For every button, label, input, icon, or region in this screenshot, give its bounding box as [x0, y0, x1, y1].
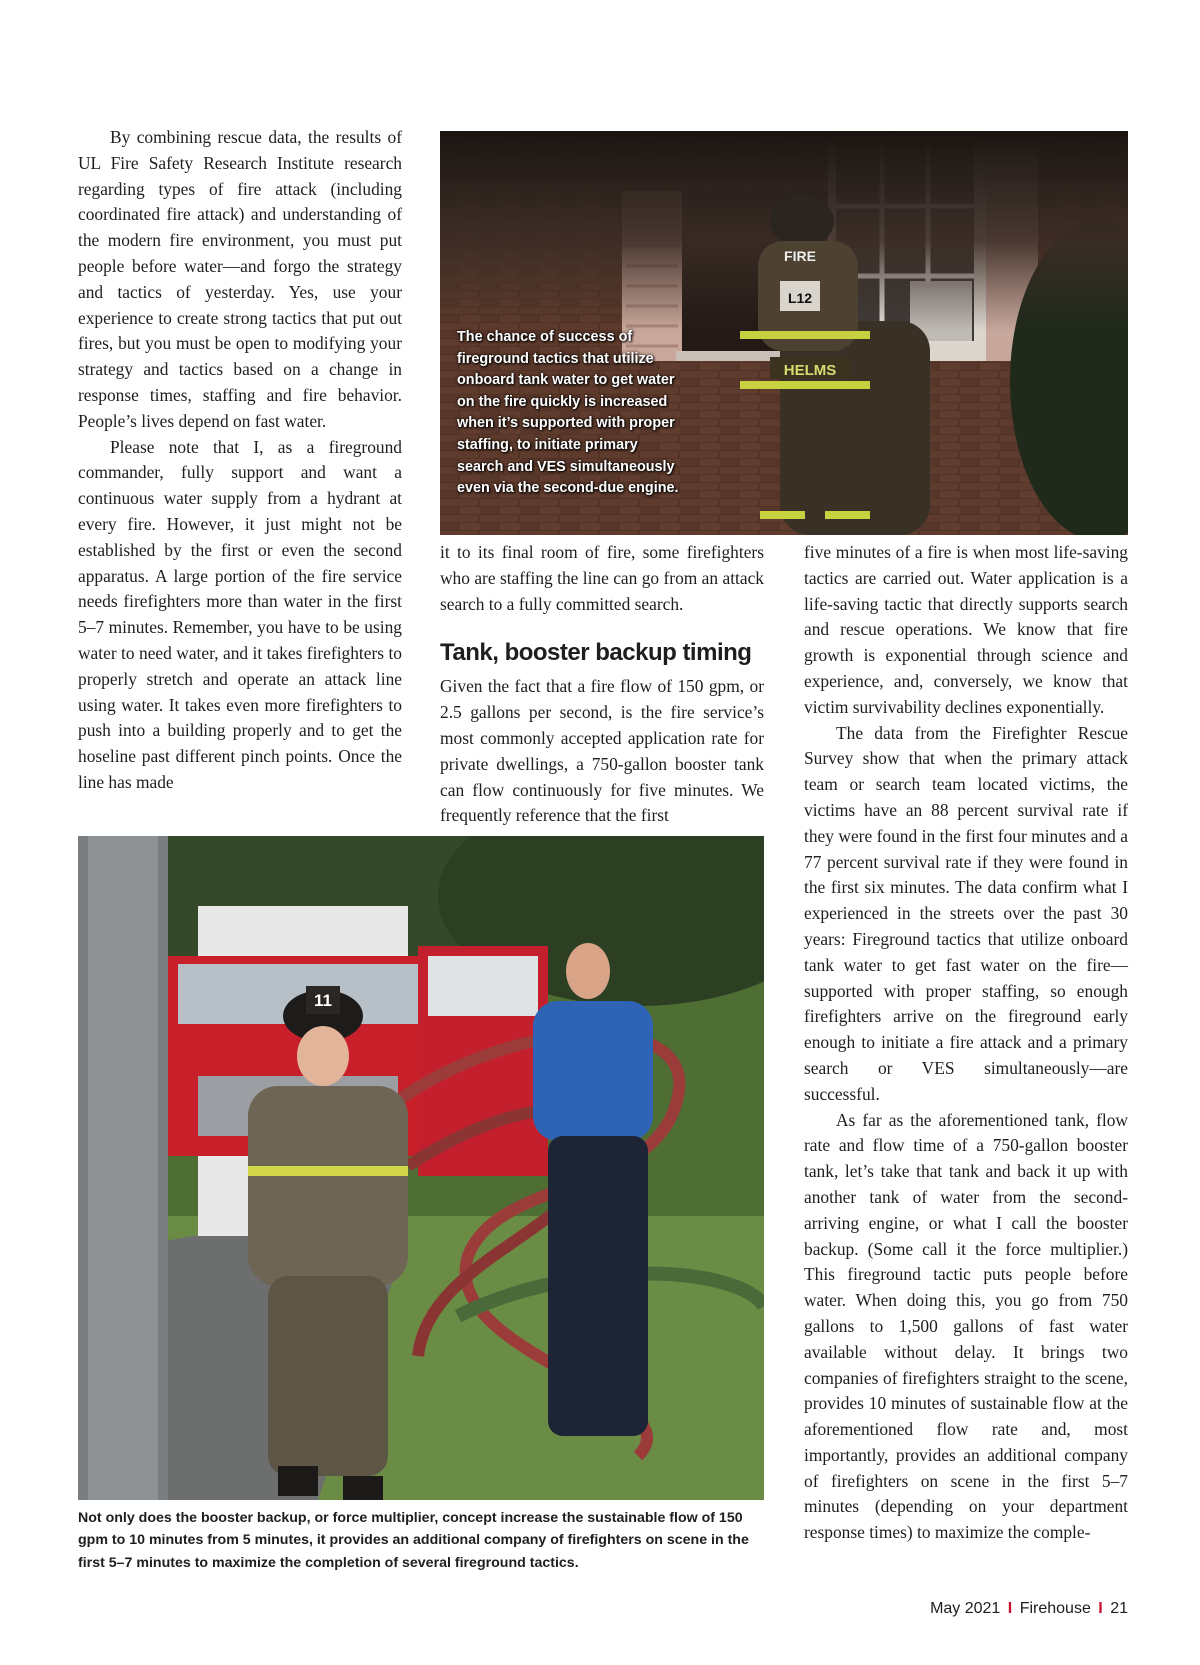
footer-separator: I [1007, 1600, 1013, 1617]
photo-caption-bottom: Not only does the booster backup, or force multiplier, concept increase the sustainable flow of 150 gpm to 10 minutes from 5 minutes, it provides an additional company of firefighters on scene in the first 5–7 minutes to maximize the completion of several fireground tactics. [78, 1510, 749, 1571]
body-paragraph: five minutes of a fire is when most life-saving tactics are carried out. Water application is a life-saving tactic that directly supports search and rescue operations. We know that fire growth is exponential through science and experience, and, conversely, we know that victim survivability declines exponentially. [804, 542, 1128, 717]
footer-separator: I [1098, 1600, 1103, 1617]
body-paragraph: The data from the Firefighter Rescue Survey show that when the primary attack team or search team located victims, the victims have an 88 percent survival rate if they were found in the first four minutes and a 77 percent survival rate if they were found in the first six minutes. The data confirm what I experienced in the streets over the past 30 years: Fireground tactics that utilize onboard tank water to get fast water on the fire—supported with proper staffing, so enough firefighters arrive on the fireground early enough to initiate a fire attack and a primary search or VES simultaneously—are successful. [804, 722, 1128, 1104]
pack-label: L12 [787, 290, 813, 306]
photo-caption-top: The chance of success of fireground tactics that utilize onboard tank water to get water on the fire quickly is increased when it’s supported with proper staffing, to initiate primary search and VES simultaneously even via the second-due engine. [457, 329, 679, 497]
helmet-number: 11 [314, 991, 332, 1010]
section-subhead: Tank, booster backup timing [440, 639, 752, 667]
body-paragraph: As far as the aforementioned tank, flow rate and flow time of a 750-gallon booster tank, let’s take that tank and back it up with another tank of water from the second-arriving engine, or what I call the booster backup. (Some call it the force multiplier.) This fireground tactic puts people before water. When doing this, you go from 750 gallons to 1,500 gallons of fast water available without delay. It brings two companies of firefighters straight to the scene, provides 10 minutes of sustainable flow at the aforementioned flow rate and, most importantly, provides an additional company of firefighters on scene in the first 5–7 minutes (depending on your department response times) to maximize the comple- [804, 1109, 1128, 1543]
article-column-1 [78, 125, 402, 796]
photo-firefighters-with-hose [78, 836, 764, 1500]
issue-date: May 2021 [930, 1600, 1001, 1617]
body-paragraph: Please note that I, as a fireground commander, fully support and want a continuous water supply from a hydrant at every fire. However, it just might not be established by the first or even the second apparatus. A large portion of the fire service needs firefighters more than water in the first 5–7 minutes. Remember, you have to be using water to need water, and it takes firefighters to properly stretch and operate an attack line using water. It takes even more firefighters to push into a building properly and to get the hoseline past different pinch points. Once the line has made [78, 436, 402, 792]
article-column-2 [440, 540, 764, 829]
body-paragraph: Given the fact that a fire flow of 150 gpm, or 2.5 gallons per second, is the fire service’s most commonly accepted application rate for private dwellings, a 750-gallon booster tank can flow continuously for five minutes. We frequently reference that the first [440, 676, 764, 826]
article-column-3 [804, 540, 1128, 1546]
page-footer [930, 1600, 1128, 1618]
coat-name: HELMS [783, 362, 837, 379]
publication-name: Firehouse [1019, 1600, 1091, 1617]
helmet-text: FIRE [784, 248, 816, 264]
body-paragraph: it to its final room of fire, some firefighters who are staffing the line can go from an attack search to a fully committed search. [440, 542, 764, 614]
body-paragraph: By combining rescue data, the results of UL Fire Safety Research Institute research regarding types of fire attack (including coordinated fire attack) and understanding of the modern fire environment, you must put people before water—and forgo the strategy and tactics of yesterday. Yes, use your experience to create strong tactics that put out fires, but you must be open to modifying your strategy and tactics based on a change in response times, staffing and fire behavior. People’s lives depend on fast water. [78, 127, 402, 431]
page-number: 21 [1110, 1600, 1128, 1617]
firefighter-figure [533, 943, 653, 1436]
